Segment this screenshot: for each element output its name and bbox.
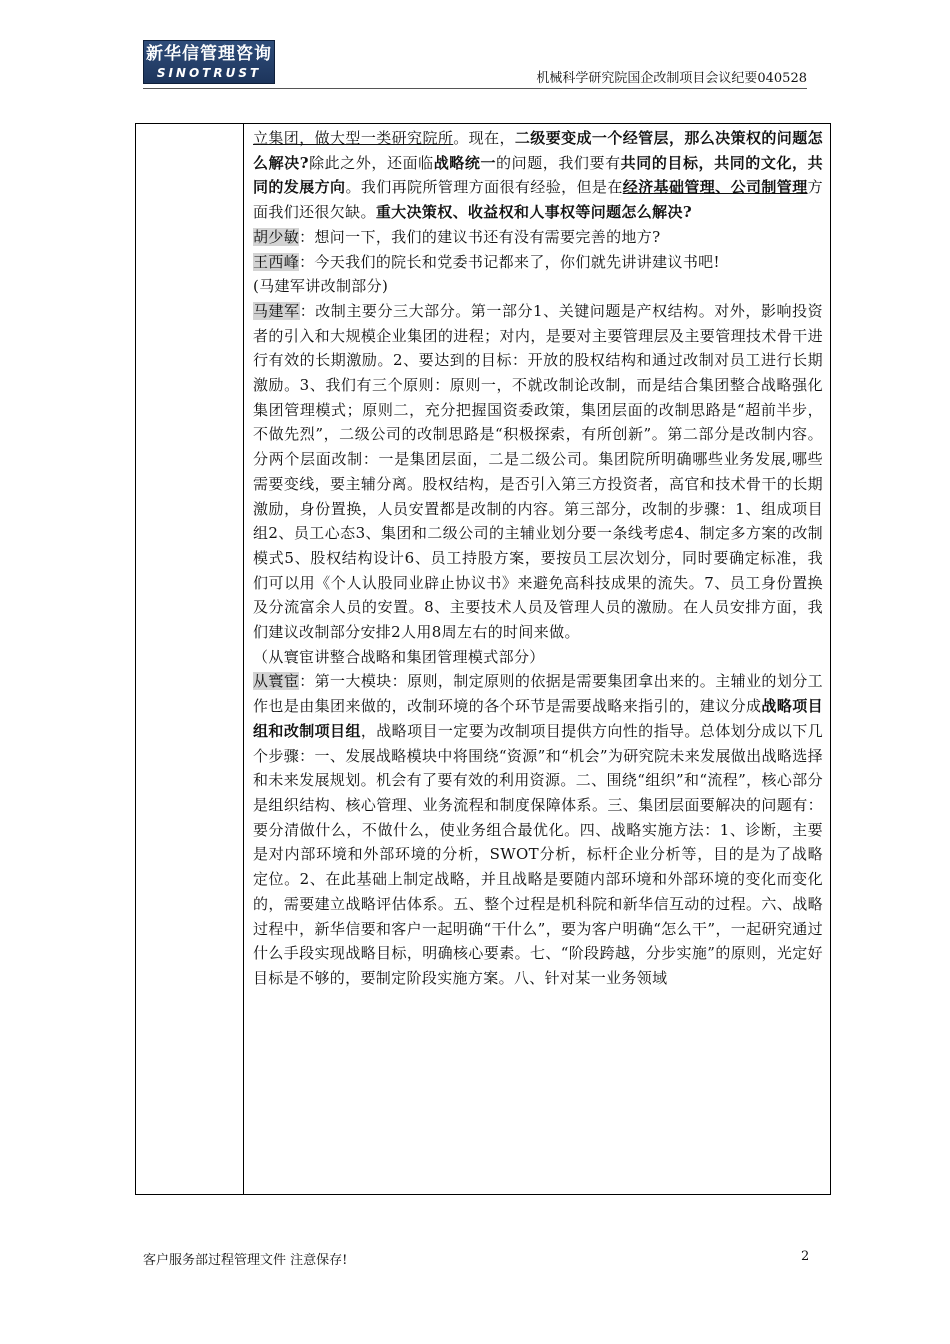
table-column-divider xyxy=(243,124,244,1194)
text-run: 的问题，我们要有 xyxy=(496,153,621,172)
footer-note: 客户服务部过程管理文件 注意保存! xyxy=(143,1253,348,1268)
logo-chinese-text: 新华信管理咨询 xyxy=(146,44,272,64)
section-note: （从寰宦讲整合战略和集团管理模式部分） xyxy=(253,647,545,666)
bold-phrase: 战略统一 xyxy=(433,153,497,172)
header-divider xyxy=(143,88,807,89)
company-logo xyxy=(143,40,275,84)
speaker-name: 王西峰 xyxy=(253,252,300,271)
minutes-table xyxy=(135,123,831,1195)
speaker-text: ：改制主要分三大部分。第一部分1、关键问题是产权结构。对外，影响投资者的引入和大规模企业集团的进程；对内，是要对主要管理层及主要管理技术骨干进行有效的长期激励。2、要达到的目标：开放的股权结构和通过改制对员工进行长期激励。3、我们有三个原则：原则一，不就改制论改制，而是结合集团整合战略强化集团管理模式；原则二，充分把握国资委政策，集团层面的改制思路是“超前半步，不做先烈”，二级公司的改制思路是“积极探索，有所创新”。第二部分是改制内容。分两个层面改制：一是集团层面，二是二级公司。集团院所明确哪些业务发展,哪些需要变线，要主辅分离。股权结构，是否引入第三方投资者，高官和技术骨干的长期激励，身份置换，人员安置都是改制的内容。第三部分，改制的步骤：1、组成项目组2、员工心态3、集团和二级公司的主辅业划分要一条线考虑4、制定多方案的改制模式5、股权结构设计6、员工持股方案，要按员工层次划分，同时要确定标准，我们可以用《个人认股同业辟止协议书》来避免高科技成果的流失。7、员工身份置换及分流富余人员的安置。8、主要技术人员及管理人员的激励。在人员安排方面，我们建议改制部分安排2人用8周左右的时间来做。 xyxy=(253,301,823,642)
speaker-paragraph xyxy=(253,225,823,250)
bold-phrase: 二级要变成一个经管层，那么决策权的问题怎么解决? xyxy=(253,129,823,172)
paragraph-group-strategy xyxy=(253,126,823,225)
text-run: 。我们再院所管理方面很有经验，但是在 xyxy=(345,178,623,197)
speaker-text: ：想问一下，我们的建议书还有没有需要完善的地方? xyxy=(299,227,661,246)
speaker-name: 马建军 xyxy=(253,301,300,320)
section-note: (马建军讲改制部分) xyxy=(253,277,389,296)
text-run: 。现在， xyxy=(453,129,515,147)
speaker-text: ：第一大模块：原则，制定原则的依据是需要集团拿出来的。主辅业的划分工作也是由集团来做的，改制环境的各个环节是需要战略来指引的，建议分成 xyxy=(253,672,823,716)
bold-phrase: 重大决策权、收益权和人事权等问题怎么解决? xyxy=(375,203,692,222)
speaker-name: 从寰宦 xyxy=(253,672,300,691)
underlined-phrase: 立集团，做大型一类研究院所 xyxy=(253,129,454,147)
speaker-text: ：今天我们的院长和党委书记都来了，你们就先讲讲建议书吧! xyxy=(299,252,720,271)
bold-phrase: 战略项目组和改制项目组 xyxy=(253,697,823,740)
text-run: 除此之外，还面临 xyxy=(308,153,434,172)
speaker-text: ，战略项目一定要为改制项目提供方向性的指导。总体划分成以下几个步骤：一、发展战略模块中将围绕“资源”和“机会”为研究院未来发展做出战略选择和未来发展规划。机会有了要有效的利用资源。二、围绕“组织”和“流程”，核心部分是组织结构、核心管理、业务流程和制度保障体系。三、集团层面要解决的问题有：要分清做什么，不做什么，使业务组合最优化。四、战略实施方法：1、诊断，主要是对内部环境和外部环境的分析，SWOT分析，标杆企业分析等，目的是为了战略定位。2、在此基础上制定战略，并且战略是要随内部环境和外部环境的变化而变化的，需要建立战略评估体系。五、整个过程是机科院和新华信互动的过程。六、战略过程中，新华信要和客户一起明确“干什么”，要为客户明确“怎么干”，一起研究通过什么手段实现战略目标，明确核心要素。七、“阶段跨越，分步实施”的原则，光定好目标是不够的，要制定阶段实施方案。八、针对某一业务领域 xyxy=(253,721,823,987)
speaker-paragraph xyxy=(253,299,823,645)
speaker-paragraph xyxy=(253,669,823,990)
logo-english-text: SINOTRUST xyxy=(156,66,262,80)
bold-underlined-phrase: 经济基础管理、公司制管理 xyxy=(622,178,808,197)
speaker-name: 胡少敏 xyxy=(253,227,300,246)
page-number: 2 xyxy=(801,1249,810,1264)
bold-phrase: 共同的目标，共同的文化，共同的发展方向 xyxy=(253,153,823,197)
minutes-text-cell xyxy=(253,126,823,991)
speaker-paragraph xyxy=(253,250,823,275)
text-run: 方面我们还很欠缺。 xyxy=(253,178,823,222)
document-header-title: 机械科学研究院国企改制项目会议纪要040528 xyxy=(536,71,807,86)
